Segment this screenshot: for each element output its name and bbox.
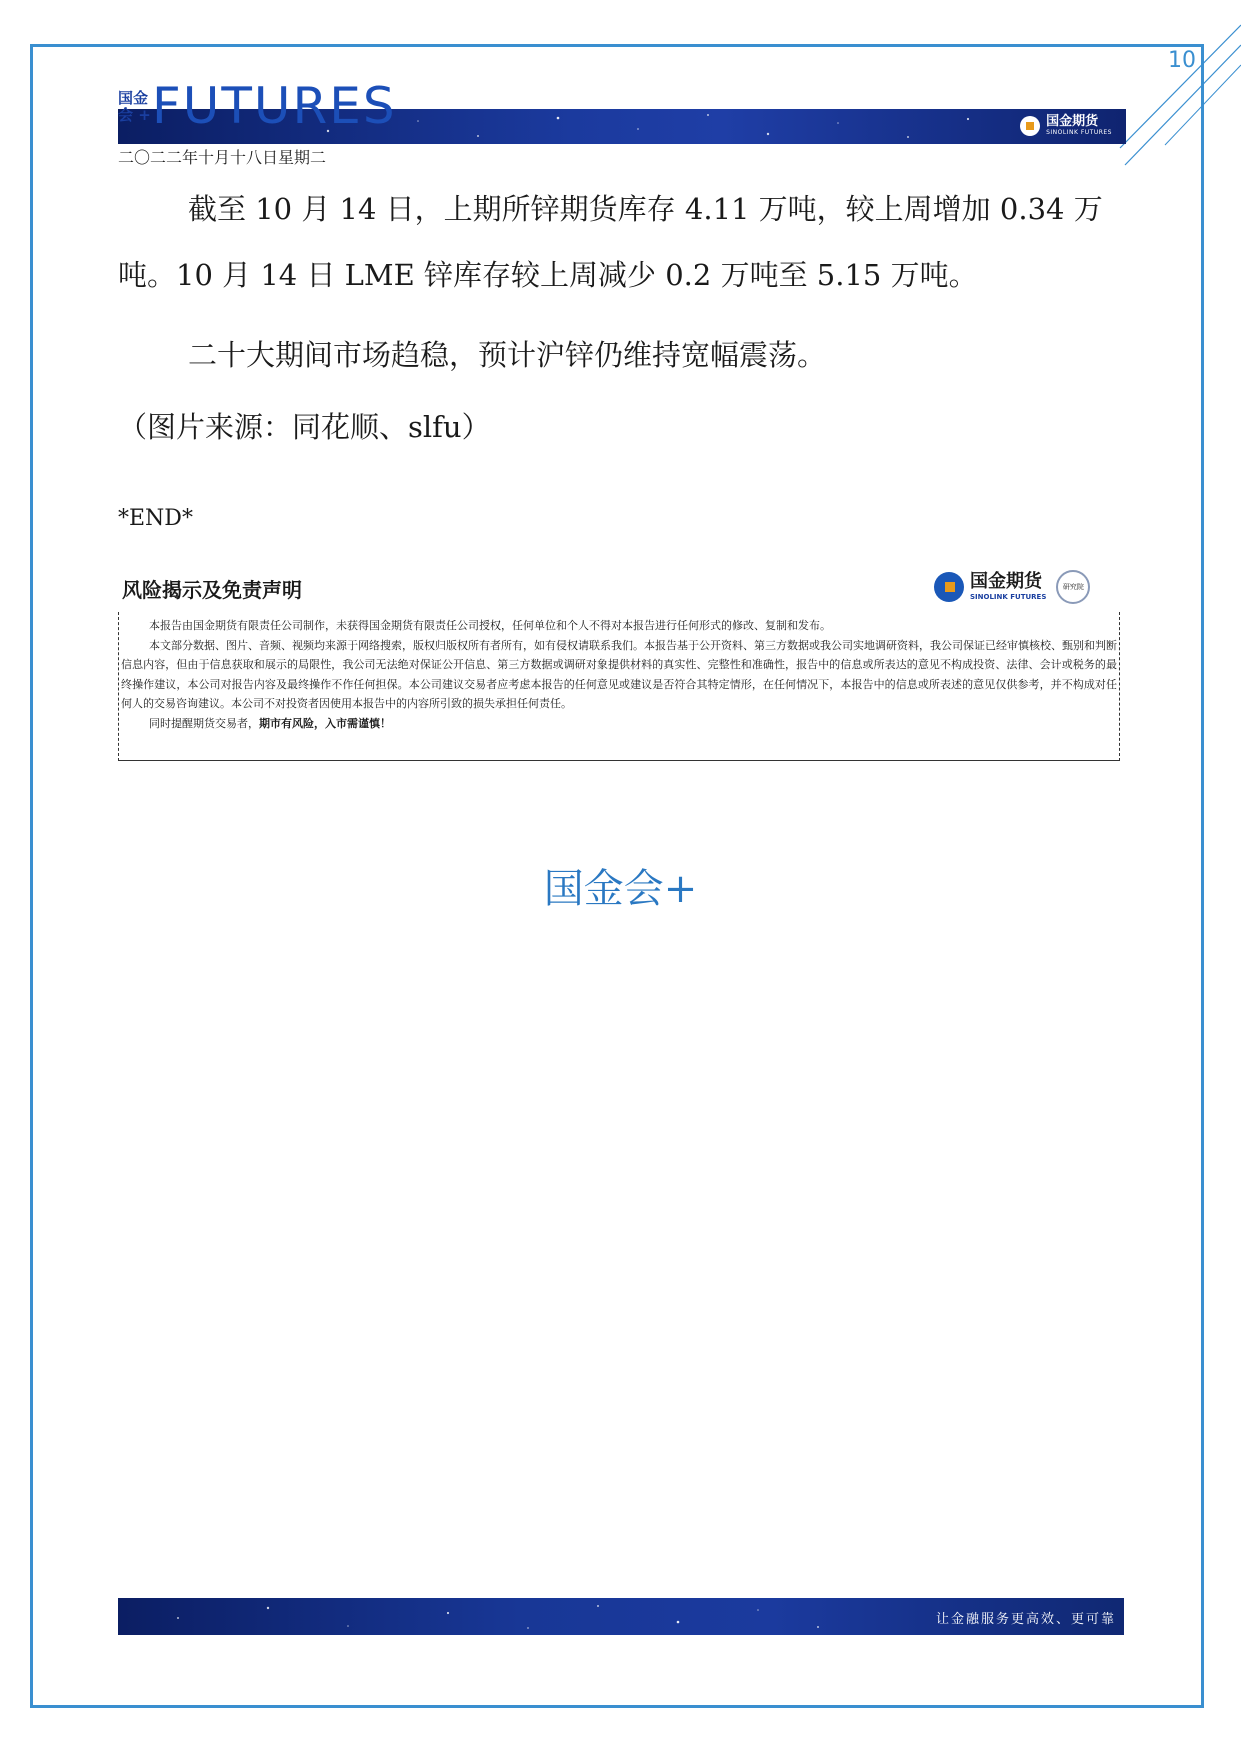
- header-logo-futures: FUTURES: [152, 77, 397, 135]
- center-brand: 国金会+: [543, 866, 698, 912]
- disclaimer-logo-cn: 国金期货: [970, 571, 1042, 592]
- corner-decoration: [1110, 20, 1241, 170]
- header-brand: [1020, 115, 1112, 136]
- disclaimer-title: 风险揭示及免责声明: [122, 578, 302, 602]
- disclaimer-line-3: [121, 714, 1117, 734]
- disclaimer-line-1: 本报告由国金期货有限责任公司制作，未获得国金期货有限责任公司授权，任何单位和个人不得对本报告进行任何形式的修改、复制和发布。: [149, 619, 831, 632]
- page-number: 10: [1168, 48, 1196, 73]
- disclaimer-logo-en: SINOLINK FUTURES: [970, 593, 1047, 601]
- header-brand-en: SINOLINK FUTURES: [1046, 129, 1112, 136]
- disclaimer-risk-warning: 期市有风险，入市需谨慎！: [259, 716, 391, 730]
- footer-band: [118, 1598, 1124, 1635]
- report-date: 二〇二二年十月十八日星期二: [118, 148, 327, 167]
- paragraph-zinc-inventory: 截至 10 月 14 日，上期所锌期货库存 4.11 万吨，较上周增加 0.34 万吨。10 月 14 日 LME 锌库存较上周减少 0.2 万吨至 5.15 万吨。: [118, 192, 1103, 292]
- header-brand-cn: 国金期货: [1046, 114, 1099, 129]
- research-institute-seal: 研究院: [1056, 570, 1090, 604]
- disclaimer-logo: [934, 570, 1090, 604]
- disclaimer-line-3-prefix: 同时提醒期货交易者，: [149, 716, 259, 730]
- header-logo-cn: [118, 90, 151, 124]
- paragraph-outlook: 二十大期间市场趋稳，预计沪锌仍维持宽幅震荡。: [188, 338, 827, 372]
- sinolink-logo-icon: [1020, 116, 1040, 136]
- image-source-note: （图片来源：同花顺、slfu）: [118, 410, 491, 444]
- disclaimer-line-2: 本文部分数据、图片、音频、视频均来源于网络搜索，版权归版权所有者所有，如有侵权请联系我们。本报告基于公开资料、第三方数据或我公司实地调研资料，我公司保证已经审慎核校、甄别和判断信息内容，但由于信息获取和展示的局限性，我公司无法绝对保证公开信息、第三方数据或调研对象提供材料的真实性、完整性和准确性，报告中的信息或所表达的意见不构成投资、法律、会计或税务的最终操作建议，本公司对报告内容及最终操作不作任何担保。本公司建议交易者应考虑本报告的任何意见或建议是否符合其特定情形，在任何情况下，本报告中的信息或所表述的意见仅供参考，并不构成对任何人的交易咨询建议。本公司不对投资者因使用本报告中的内容所引致的损失承担任何责任。: [121, 638, 1117, 710]
- disclaimer-box: [118, 612, 1120, 761]
- header-logo-cn-bottom: 会 +: [118, 106, 151, 124]
- sinolink-logo-icon: [934, 572, 964, 602]
- end-marker: *END*: [118, 506, 193, 531]
- footer-slogan: 让金融服务更高效、更可靠: [935, 1612, 1116, 1627]
- header-logo-cn-top: 国金: [118, 89, 149, 107]
